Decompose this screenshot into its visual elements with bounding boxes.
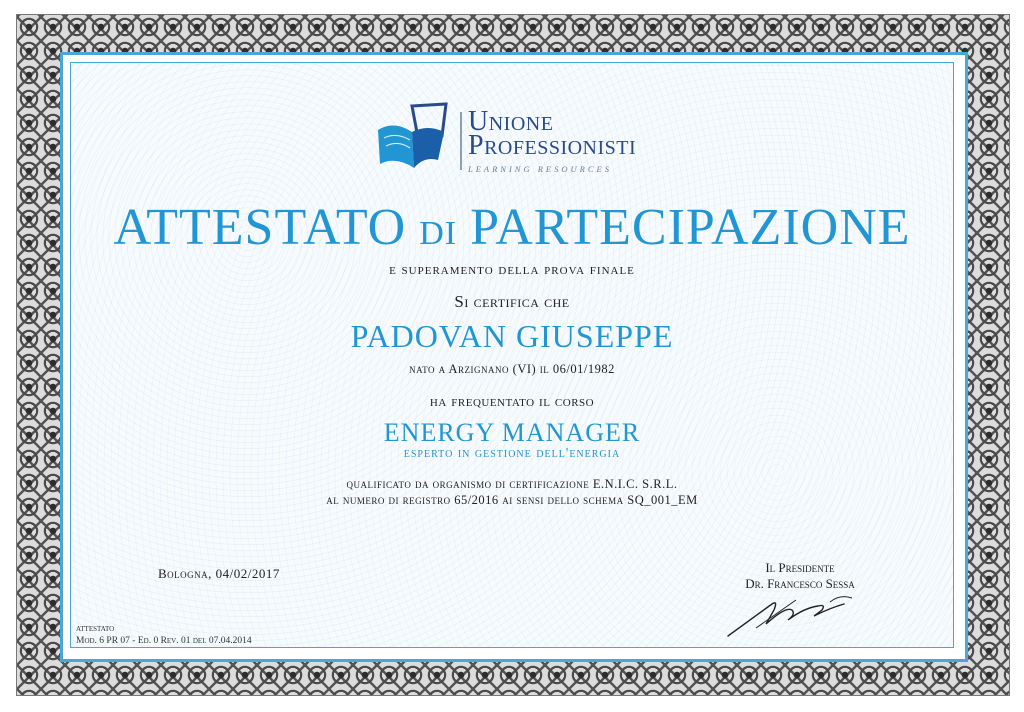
course-subtitle: esperto in gestione dell'energia bbox=[403, 446, 621, 461]
attended-line: ha frequentato il corso bbox=[429, 393, 595, 410]
certify-line: Si certifica che bbox=[454, 292, 570, 311]
certificate-title bbox=[70, 198, 954, 257]
qualification-line-2: al numero di registro 65/2016 ai sensi dello schema SQ_001_EM bbox=[326, 493, 698, 507]
logo-line-1: Unione bbox=[468, 106, 554, 137]
logo bbox=[372, 102, 662, 176]
title-part-1: ATTESTATO bbox=[113, 199, 407, 256]
footer-line-2: Mod. 6 PR 07 - Ed. 0 Rev. 01 del 07.04.2014 bbox=[76, 635, 252, 646]
open-book-icon bbox=[372, 102, 452, 174]
president-name: Dr. Francesco Sessa bbox=[745, 575, 855, 591]
logo-wordmark bbox=[468, 108, 636, 174]
recipient-name: PADOVAN GIUSEPPE bbox=[350, 318, 674, 354]
title-part-3: PARTECIPAZIONE bbox=[470, 199, 911, 256]
place-and-date: Bologna, 04/02/2017 bbox=[158, 566, 280, 581]
title-part-2: di bbox=[419, 202, 458, 255]
footer-line-1: attestato bbox=[76, 624, 115, 634]
logo-divider bbox=[460, 112, 462, 170]
logo-tagline: LEARNING RESOURCES bbox=[468, 164, 612, 174]
qualification-line-1: qualificato da organismo di certificazione E.N.I.C. S.R.L. bbox=[346, 477, 678, 491]
logo-line-2: Professionisti bbox=[468, 130, 637, 161]
course-name: ENERGY MANAGER bbox=[383, 418, 641, 447]
certificate-subtitle: e superamento della prova finale bbox=[389, 262, 635, 278]
signature-scribble bbox=[726, 580, 876, 640]
president-title: Il Presidente bbox=[765, 560, 835, 575]
document-footer bbox=[76, 624, 252, 648]
birth-details: nato a Arzignano (VI) il 06/01/1982 bbox=[409, 362, 615, 376]
